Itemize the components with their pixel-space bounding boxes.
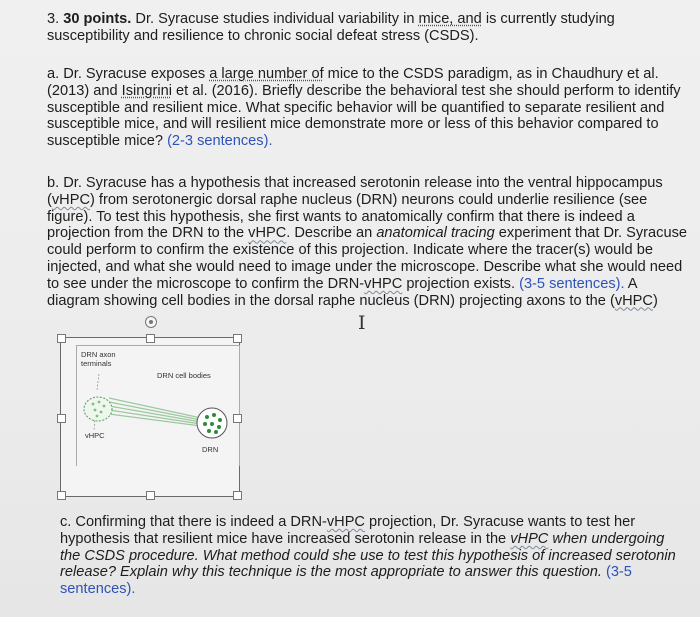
resize-handle-bottom[interactable] — [146, 491, 155, 500]
vhpc-region — [84, 397, 112, 421]
part-c-hint: (3-5 sentences). — [60, 564, 632, 598]
resize-handle-top[interactable] — [146, 334, 155, 343]
label-drn-axon-terminals: DRN axon terminals — [81, 350, 116, 368]
part-c-text: c. Confirming that there is indeed a DRN-vHPC projection, Dr. Syracuse wants to test her hypothesis that resilient mice have increased serotonin release in the vHPC when undergoing the CSDS procedure. What method could she use to test this hypothesis of increased serotonin release? Explain why this technique is the most appropriate to answer this question. (3-5 sentences). — [60, 514, 676, 598]
resize-handle-bottom-left[interactable] — [57, 491, 66, 500]
question-header: 3. 30 points. Dr. Syracuse studies individual variability in mice, and is currently studying susceptibility and resilience to chronic social defeat stress (CSDS). — [47, 11, 615, 44]
axon-bundle — [109, 398, 201, 426]
resize-handle-top-left[interactable] — [57, 334, 66, 343]
label-drn-cell-bodies: DRN cell bodies — [157, 371, 211, 380]
part-b-text: b. Dr. Syracuse has a hypothesis that increased serotonin release into the ventral hippocampus (vHPC) from serotonergic dorsal raphe nucleus (DRN) neurons could underlie resilience (see figure). To test this hypothesis, she first wants to anatomically confirm that there is indeed a projection from the DRN to the vHPC. Describe an anatomical tracing experiment that Dr. Syracuse could perform to confirm the existence of this projection. Indicate where the tracer(s) would be injected, and what she would need to image under the microscope. Describe what she would need to see under the microscope to confirm the DRN-vHPC projection exists. (3-5 sentences). A diagram showing cell bodies in the dorsal raphe nucleus (DRN) projecting axons to the (vHPC) — [47, 175, 687, 309]
resize-handle-top-right[interactable] — [233, 334, 242, 343]
resize-handle-left[interactable] — [57, 414, 66, 423]
resize-handle-right[interactable] — [233, 414, 242, 423]
part-b-hint: (3-5 sentences). — [519, 275, 625, 292]
part-a-hint: (2-3 sentences). — [167, 133, 273, 150]
resize-handle-bottom-right[interactable] — [233, 491, 242, 500]
pointer-axon — [97, 374, 99, 390]
drn-vhpc-diagram[interactable] — [60, 337, 240, 497]
part-a-text: a. Dr. Syracuse exposes a large number of mice to the CSDS paradigm, as in Chaudhury et al. (2013) and Isingrini et al. (2016). Briefly describe the behavioral test she should perform to identify susceptible and resilient mice. What specific behavior will be quantified to separate resilient and susceptible mice, and will resilient mice demonstrate more or less of this behavior compared to susceptible mice? (2-3 sentences). — [47, 66, 681, 150]
text-cursor-icon: I — [358, 312, 366, 334]
label-drn: DRN — [202, 445, 219, 454]
comment-bubble-icon[interactable] — [145, 316, 157, 328]
diagram-drawing — [61, 338, 239, 496]
label-vhpc: vHPC — [85, 431, 105, 440]
points-label: 30 points. — [63, 11, 132, 27]
